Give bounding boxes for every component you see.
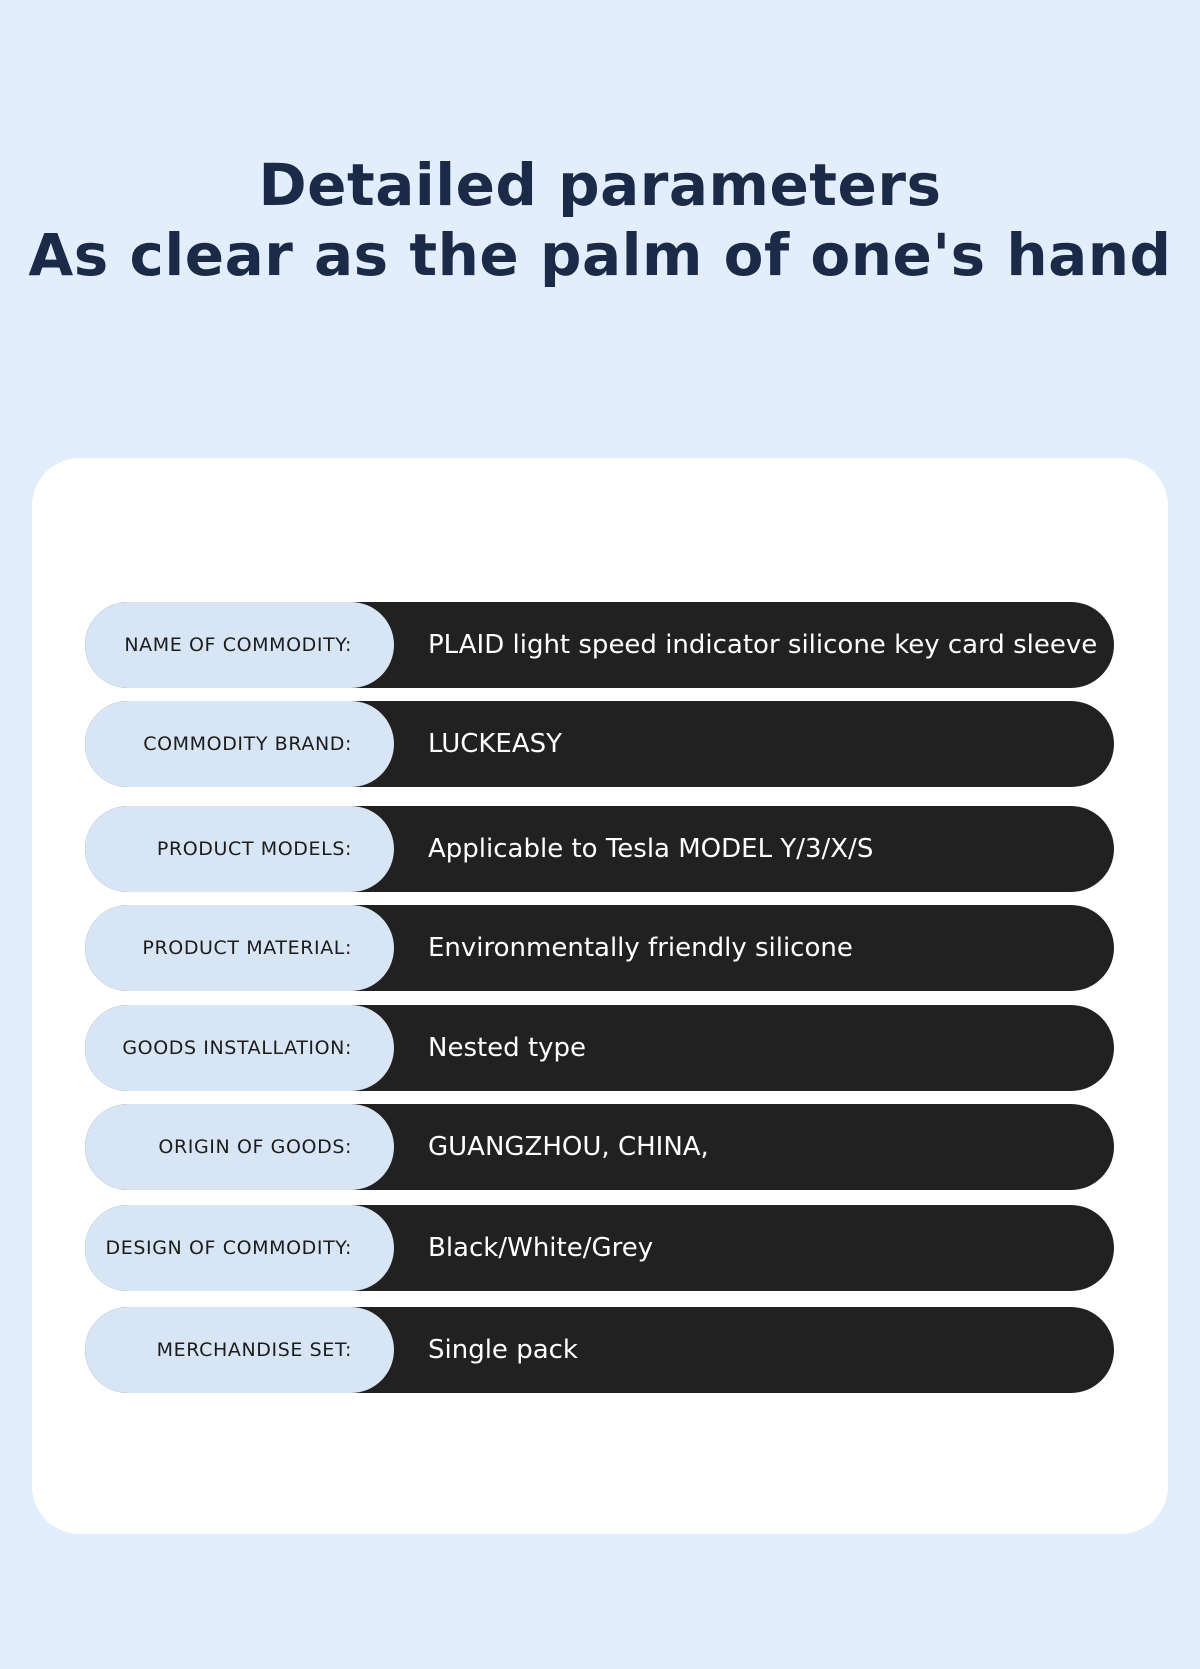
parameter-row-design: [85, 1205, 1114, 1291]
parameter-label: PRODUCT MODELS:: [85, 806, 394, 892]
parameter-value: Black/White/Grey: [428, 1233, 654, 1263]
parameter-label: COMMODITY BRAND:: [85, 701, 394, 787]
title-line-2: As clear as the palm of one's hand: [28, 221, 1172, 289]
parameter-value: Nested type: [428, 1033, 587, 1063]
parameter-row-name: [85, 602, 1114, 688]
parameter-value: LUCKEASY: [428, 729, 563, 759]
parameter-value: Single pack: [428, 1335, 578, 1365]
parameter-row-brand: [85, 701, 1114, 787]
parameter-label: DESIGN OF COMMODITY:: [85, 1205, 394, 1291]
parameter-label: PRODUCT MATERIAL:: [85, 905, 394, 991]
parameter-row-installation: [85, 1005, 1114, 1091]
parameter-row-origin: [85, 1104, 1114, 1190]
parameter-label: ORIGIN OF GOODS:: [85, 1104, 394, 1190]
parameter-value: Environmentally friendly silicone: [428, 933, 853, 963]
parameter-row-models: [85, 806, 1114, 892]
parameter-value: GUANGZHOU, CHINA,: [428, 1132, 709, 1162]
page-title: [0, 150, 1200, 290]
parameter-label: NAME OF COMMODITY:: [85, 602, 394, 688]
parameter-value: Applicable to Tesla MODEL Y/3/X/S: [428, 834, 874, 864]
parameter-label: MERCHANDISE SET:: [85, 1307, 394, 1393]
parameter-value: PLAID light speed indicator silicone key card sleeve: [428, 630, 1098, 660]
parameter-label: GOODS INSTALLATION:: [85, 1005, 394, 1091]
title-line-1: Detailed parameters: [258, 151, 942, 219]
parameter-row-set: [85, 1307, 1114, 1393]
parameter-row-material: [85, 905, 1114, 991]
